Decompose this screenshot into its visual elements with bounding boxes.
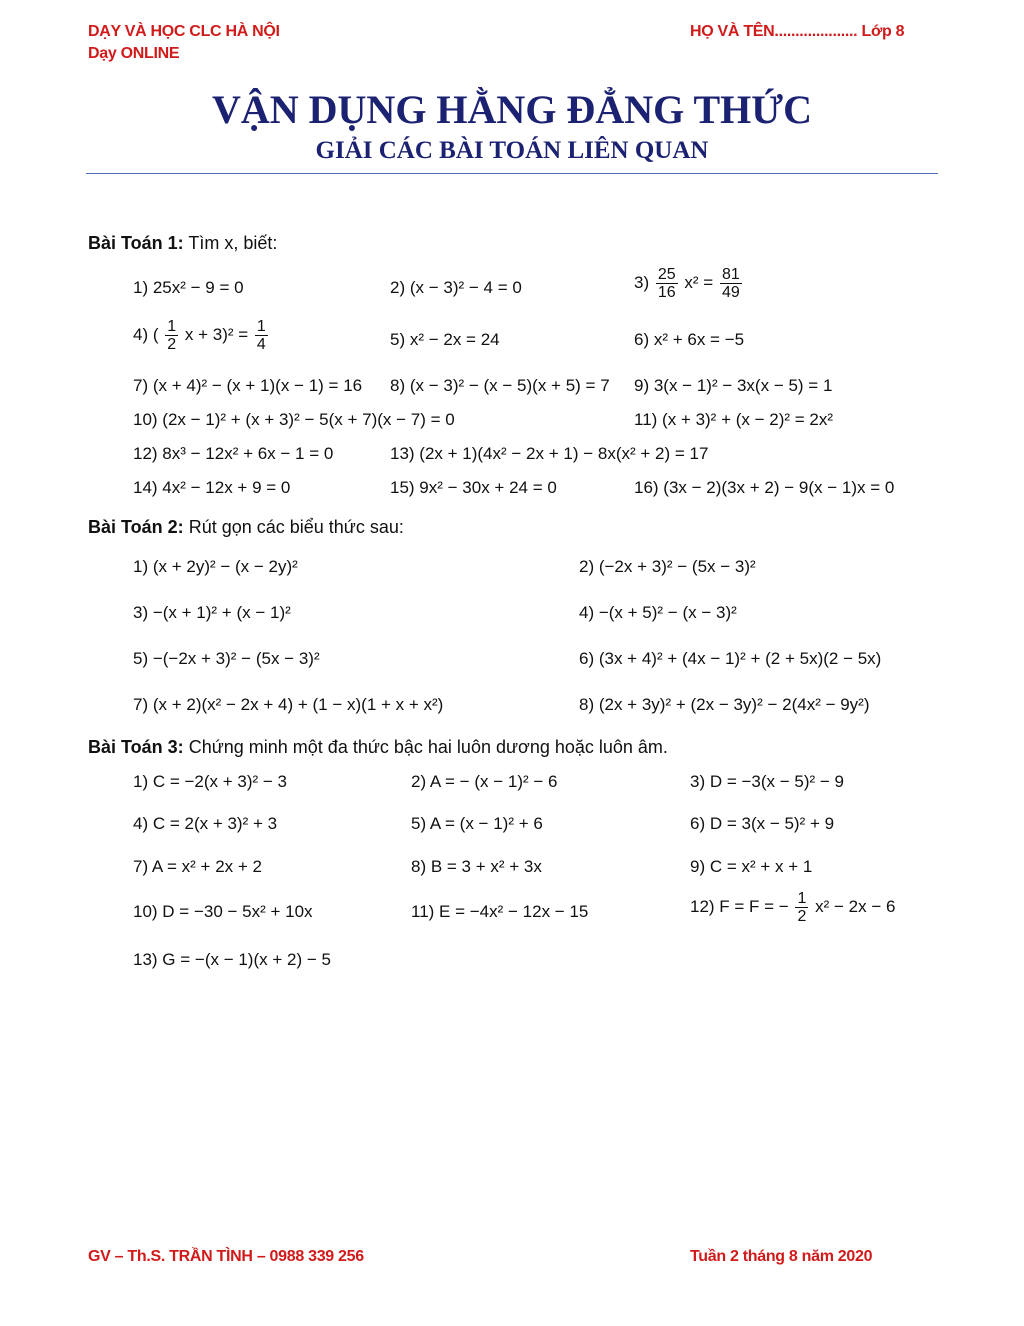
s1-p4-fraction-1 xyxy=(165,318,178,353)
s1-problem-3 xyxy=(634,266,744,301)
footer-date: Tuần 2 tháng 8 năm 2020 xyxy=(690,1248,873,1265)
s2-problem-8: 8) (2x + 3y)² + (2x − 3y)² − 2(4x² − 9y²) xyxy=(579,695,870,714)
s1-problem-10: 10) (2x − 1)² + (x + 3)² − 5(x + 7)(x − 7) = 0 xyxy=(133,410,455,429)
s3-problem-11: 11) E = −4x² − 12x − 15 xyxy=(411,902,589,921)
s3-p12-denominator: 2 xyxy=(797,908,807,925)
s1-p4-fraction-2 xyxy=(255,318,268,353)
s3-problem-5: 5) A = (x − 1)² + 6 xyxy=(411,814,543,833)
section3-heading xyxy=(88,737,668,758)
s1-p4-f2-denominator: 4 xyxy=(256,336,266,353)
s1-p4-f1-denominator: 2 xyxy=(167,336,177,353)
s3-problem-12 xyxy=(690,890,895,925)
title-divider xyxy=(86,173,938,174)
s2-problem-1: 1) (x + 2y)² − (x − 2y)² xyxy=(133,557,298,576)
s3-problem-2: 2) A = − (x − 1)² − 6 xyxy=(411,772,558,791)
s1-problem-9: 9) 3(x − 1)² − 3x(x − 5) = 1 xyxy=(634,376,833,395)
s3-p12-suffix: x² − 2x − 6 xyxy=(815,896,896,916)
s1-p3-f2-denominator: 49 xyxy=(721,284,740,301)
section3-instruction: Chứng minh một đa thức bậc hai luôn dương hoặc luôn âm. xyxy=(188,737,668,757)
section2-title: Bài Toán 2: xyxy=(88,517,184,537)
s1-p4-middle: x + 3)² = xyxy=(184,324,249,344)
s1-problem-8: 8) (x − 3)² − (x − 5)(x + 5) = 7 xyxy=(390,376,610,395)
s2-problem-6: 6) (3x + 4)² + (4x − 1)² + (2 + 5x)(2 − 5x) xyxy=(579,649,882,668)
section1-heading xyxy=(88,233,277,254)
s3-problem-9: 9) C = x² + x + 1 xyxy=(690,857,813,876)
s2-problem-4: 4) −(x + 5)² − (x − 3)² xyxy=(579,603,737,622)
s1-problem-4 xyxy=(133,318,270,353)
s1-p3-f2-numerator: 81 xyxy=(721,266,740,283)
footer-teacher: GV – Th.S. TRẦN TÌNH – 0988 339 256 xyxy=(88,1248,364,1265)
s2-problem-5: 5) −(−2x + 3)² − (5x − 3)² xyxy=(133,649,320,668)
section2-instruction: Rút gọn các biểu thức sau: xyxy=(188,517,404,537)
s1-problem-13: 13) (2x + 1)(4x² − 2x + 1) − 8x(x² + 2) = 17 xyxy=(390,444,709,463)
s1-problem-7: 7) (x + 4)² − (x + 1)(x − 1) = 16 xyxy=(133,376,363,395)
page-title: VẬN DỤNG HẰNG ĐẲNG THỨC xyxy=(212,87,812,132)
s3-problem-13: 13) G = −(x − 1)(x + 2) − 5 xyxy=(133,950,331,969)
section3-title: Bài Toán 3: xyxy=(88,737,184,757)
s3-problem-8: 8) B = 3 + x² + 3x xyxy=(411,857,542,876)
s3-p12-prefix: 12) F = F = − xyxy=(690,896,789,916)
s1-p3-f1-denominator: 16 xyxy=(657,284,676,301)
s3-problem-3: 3) D = −3(x − 5)² − 9 xyxy=(690,772,845,791)
s1-p3-fraction-1 xyxy=(656,266,678,301)
s1-problem-6: 6) x² + 6x = −5 xyxy=(634,330,745,349)
s1-p4-f2-numerator: 1 xyxy=(256,318,266,335)
s1-problem-16: 16) (3x − 2)(3x + 2) − 9(x − 1)x = 0 xyxy=(634,478,895,497)
s1-p3-f1-numerator: 25 xyxy=(657,266,676,283)
section1-instruction: Tìm x, biết: xyxy=(188,233,278,253)
s3-problem-7: 7) A = x² + 2x + 2 xyxy=(133,857,262,876)
section2-heading xyxy=(88,517,404,538)
s1-problem-12: 12) 8x³ − 12x² + 6x − 1 = 0 xyxy=(133,444,334,463)
s1-problem-1: 1) 25x² − 9 = 0 xyxy=(133,278,244,297)
teaching-mode: Dạy ONLINE xyxy=(88,45,180,62)
s1-problem-14: 14) 4x² − 12x + 9 = 0 xyxy=(133,478,291,497)
s1-p3-prefix: 3) xyxy=(634,272,650,292)
s1-p3-fraction-2 xyxy=(720,266,742,301)
s3-problem-6: 6) D = 3(x − 5)² + 9 xyxy=(690,814,835,833)
s3-problem-1: 1) C = −2(x + 3)² − 3 xyxy=(133,772,288,791)
s2-problem-7: 7) (x + 2)(x² − 2x + 4) + (1 − x)(1 + x + x²) xyxy=(133,695,444,714)
page-subtitle: GIẢI CÁC BÀI TOÁN LIÊN QUAN xyxy=(315,137,709,164)
s1-p3-middle: x² = xyxy=(684,272,714,292)
s1-p4-f1-numerator: 1 xyxy=(167,318,177,335)
s1-p4-prefix: 4) ( xyxy=(133,324,159,344)
s3-problem-4: 4) C = 2(x + 3)² + 3 xyxy=(133,814,278,833)
s3-problem-10: 10) D = −30 − 5x² + 10x xyxy=(133,902,313,921)
s3-p12-numerator: 1 xyxy=(797,890,807,907)
school-name: DẠY VÀ HỌC CLC HÀ NỘI xyxy=(88,23,280,40)
s1-problem-2: 2) (x − 3)² − 4 = 0 xyxy=(390,278,522,297)
s2-problem-3: 3) −(x + 1)² + (x − 1)² xyxy=(133,603,291,622)
s3-p12-fraction xyxy=(795,890,808,925)
section1-title: Bài Toán 1: xyxy=(88,233,184,253)
s1-problem-5: 5) x² − 2x = 24 xyxy=(390,330,500,349)
s1-problem-15: 15) 9x² − 30x + 24 = 0 xyxy=(390,478,557,497)
s2-problem-2: 2) (−2x + 3)² − (5x − 3)² xyxy=(579,557,756,576)
s1-problem-11: 11) (x + 3)² + (x − 2)² = 2x² xyxy=(634,410,834,429)
student-name-field: HỌ VÀ TÊN.................... Lớp 8 xyxy=(690,23,905,40)
